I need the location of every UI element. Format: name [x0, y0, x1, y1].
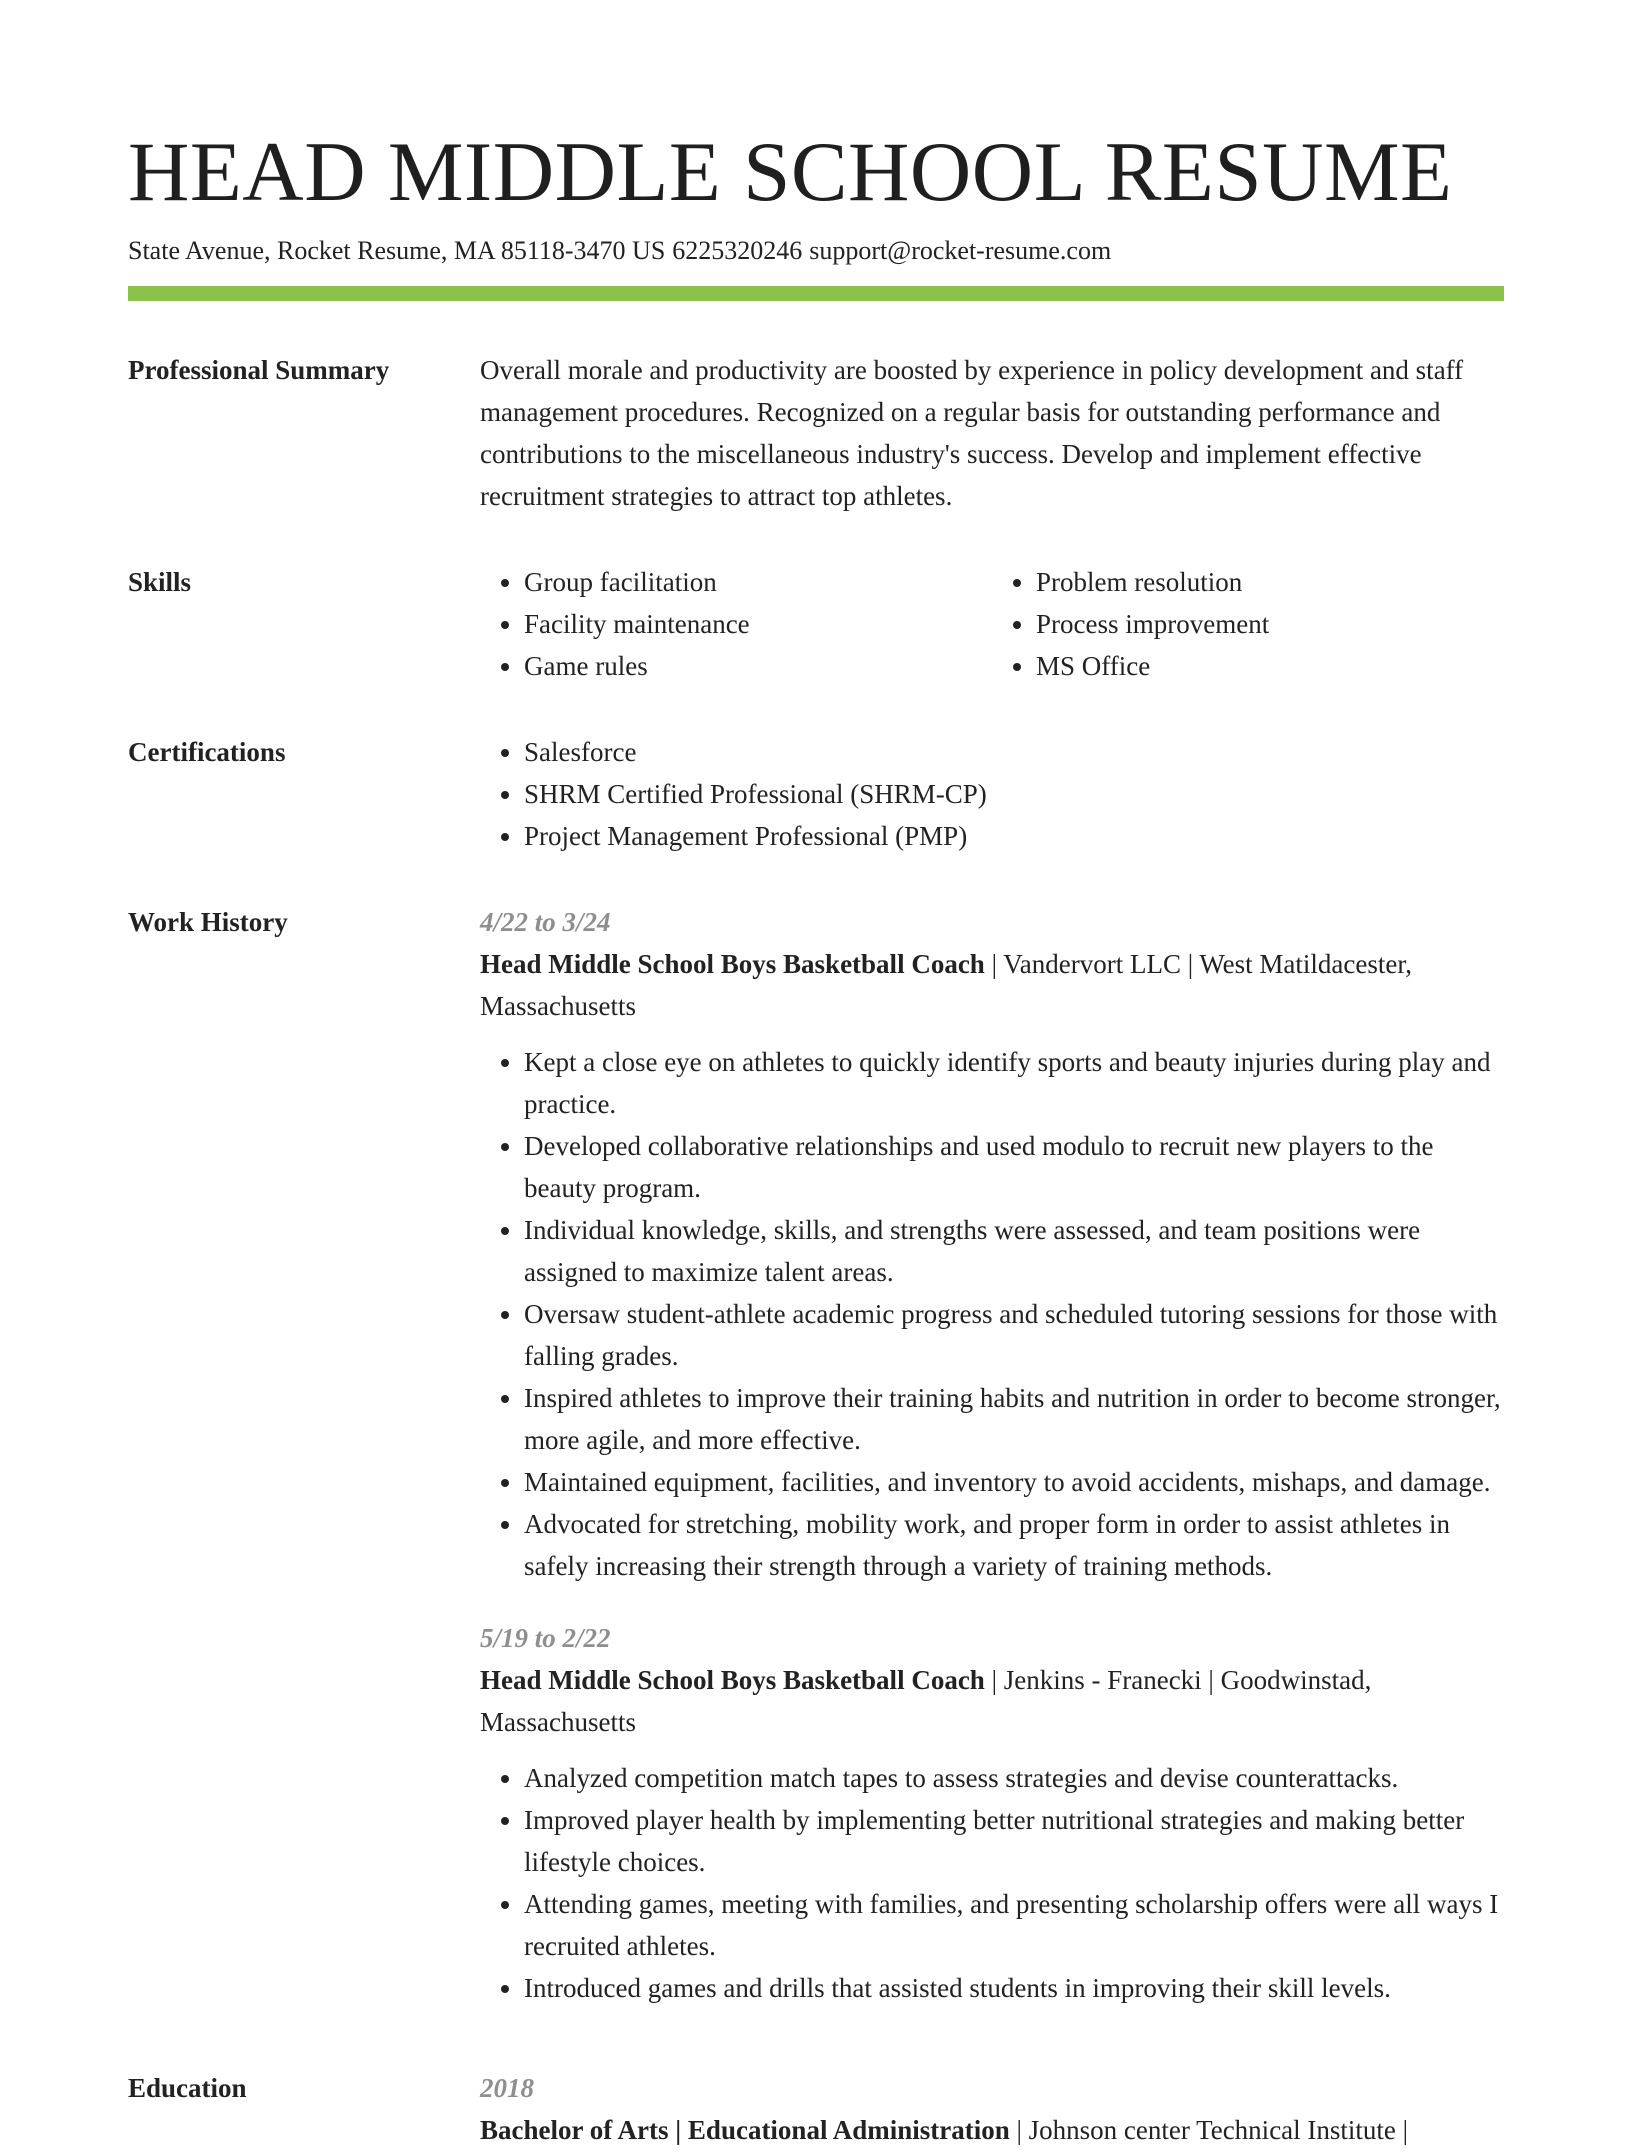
phone: 6225320246 [672, 236, 803, 265]
section-label-work-history: Work History [128, 907, 288, 937]
job-bullet: • Individual knowledge, skills, and strengths were assessed, and team positions were assigned to maximize talent areas. [524, 1209, 1504, 1293]
resume-title: HEAD MIDDLE SCHOOL RESUME [128, 125, 1453, 219]
work-history-section [128, 901, 1504, 2023]
certification-item: • Salesforce [524, 731, 1504, 773]
section-label-education: Education [128, 2073, 247, 2103]
job-bullets [480, 1041, 1504, 1587]
skills-list-right [992, 561, 1504, 687]
job-bullet: • Introduced games and drills that assisted students in improving their skill levels. [524, 1967, 1504, 2009]
section-label-summary: Professional Summary [128, 355, 390, 385]
contact-line [128, 234, 1504, 268]
job-bullet: • Analyzed competition match tapes to assess strategies and devise counterattacks. [524, 1757, 1504, 1799]
school: | Johnson center Technical Institute | [1009, 2115, 1409, 2145]
accent-divider [128, 286, 1504, 301]
skill-item: • MS Office [1036, 645, 1504, 687]
certification-item: • Project Management Professional (PMP) [524, 815, 1504, 857]
address: State Avenue, Rocket Resume, MA 85118-3470 US [128, 236, 666, 265]
job-bullet: • Oversaw student-athlete academic progress and scheduled tutoring sessions for those with falling grades. [524, 1293, 1504, 1377]
skill-item: • Process improvement [1036, 603, 1504, 645]
job-entry [480, 901, 1504, 1587]
skill-item: • Game rules [524, 645, 992, 687]
job-title: Head Middle School Boys Basketball Coach [480, 1665, 985, 1695]
job-dates: 4/22 to 3/24 [480, 907, 611, 937]
skills-list-left [480, 561, 992, 687]
job-bullet: • Advocated for stretching, mobility work, and proper form in order to assist athletes in safely increasing their strength through a variety of training methods. [524, 1503, 1504, 1587]
skills-section [128, 561, 1504, 687]
section-label-skills: Skills [128, 567, 192, 597]
certification-item: • SHRM Certified Professional (SHRM-CP) [524, 773, 1504, 815]
job-title: Head Middle School Boys Basketball Coach [480, 949, 985, 979]
resume-page [128, 122, 1504, 2151]
summary-text: Overall morale and productivity are boosted by experience in policy development and staff management procedures. Recognized on a regular basis for outstanding performance and contributions to the miscellaneous industry's success. Develop and implement effective recruitment strategies to attract top athletes. [480, 355, 1464, 511]
job-heading [480, 943, 1504, 1027]
education-year: 2018 [480, 2073, 534, 2103]
education-section [128, 2067, 1504, 2151]
skill-item: • Group facilitation [524, 561, 992, 603]
job-bullet: • Attending games, meeting with families, and presenting scholarship offers were all ways I recruited athletes. [524, 1883, 1504, 1967]
job-bullet: • Maintained equipment, facilities, and inventory to avoid accidents, mishaps, and damage. [524, 1461, 1504, 1503]
certifications-section [128, 731, 1504, 857]
skill-item: • Facility maintenance [524, 603, 992, 645]
job-heading [480, 1659, 1504, 1743]
job-bullet: • Inspired athletes to improve their training habits and nutrition in order to become stronger, more agile, and more effective. [524, 1377, 1504, 1461]
job-details: | Vandervort LLC | West Matildacester, Massachusetts [480, 949, 1413, 1021]
skill-item: • Problem resolution [1036, 561, 1504, 603]
job-bullets [480, 1757, 1504, 2009]
summary-section [128, 349, 1504, 517]
job-entry [480, 1617, 1504, 2009]
certifications-list [480, 731, 1504, 857]
job-details: | Jenkins - Franecki | Goodwinstad, Massachusetts [480, 1665, 1372, 1737]
degree: Bachelor of Arts | Educational Administration [480, 2115, 1010, 2145]
job-bullet: • Developed collaborative relationships and used modulo to recruit new players to the beauty program. [524, 1125, 1504, 1209]
education-heading [480, 2109, 1504, 2151]
section-label-certifications: Certifications [128, 737, 286, 767]
job-bullet: • Kept a close eye on athletes to quickly identify sports and beauty injuries during play and practice. [524, 1041, 1504, 1125]
job-bullet: • Improved player health by implementing better nutritional strategies and making better lifestyle choices. [524, 1799, 1504, 1883]
job-dates: 5/19 to 2/22 [480, 1623, 611, 1653]
email: support@rocket-resume.com [809, 236, 1112, 265]
